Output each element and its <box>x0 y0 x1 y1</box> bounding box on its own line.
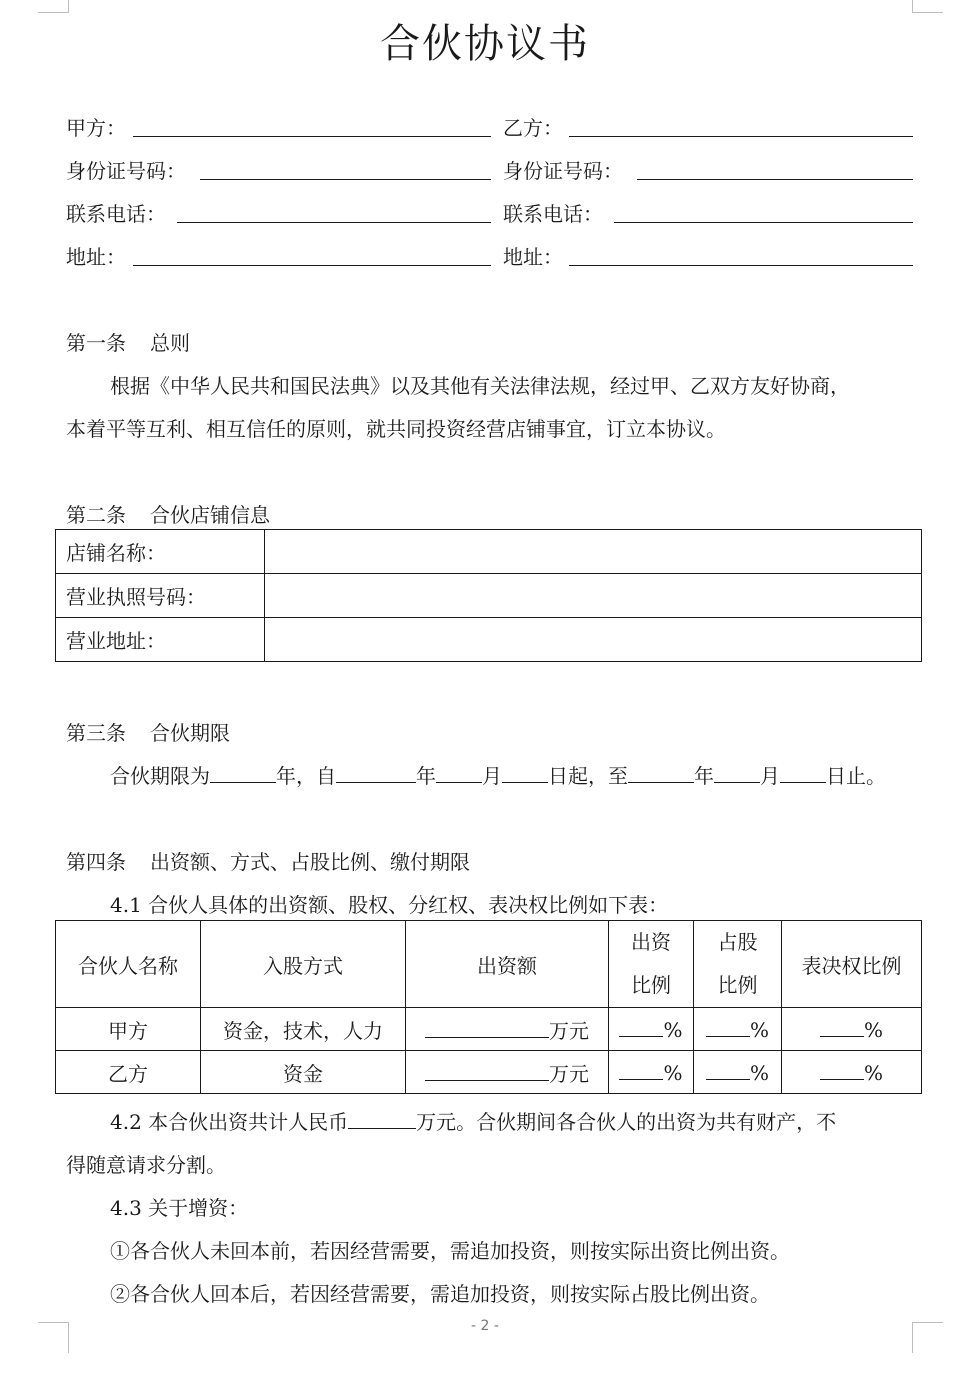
party-a-id-blank[interactable] <box>200 179 491 180</box>
amount-cell <box>406 1051 609 1094</box>
shop-info-table <box>55 529 922 662</box>
license-number-label: 营业执照号码： <box>56 574 265 618</box>
business-address-cell[interactable] <box>265 618 922 662</box>
party-b-phone-blank[interactable] <box>614 222 913 223</box>
header-text: 比例 <box>631 973 671 997</box>
month-unit: 月 <box>482 764 502 788</box>
col-header-partner: 合伙人名称 <box>56 921 201 1008</box>
partner-name: 甲方 <box>56 1008 201 1051</box>
party-b-label: 乙方： <box>503 116 563 140</box>
clause-4-3-item-2: ②各合伙人回本后，若因经营需要，需追加投资，则按实际占股比例出资。 <box>110 1282 770 1306</box>
party-a-id-label: 身份证号码： <box>66 159 186 183</box>
col-header-method: 入股方式 <box>201 921 406 1008</box>
party-a-blank[interactable] <box>133 136 491 137</box>
amount-cell <box>406 1008 609 1051</box>
share-ratio-cell <box>694 1051 782 1094</box>
article-3-number: 第三条 <box>66 721 126 745</box>
percent-sign: % <box>863 1018 883 1042</box>
party-a-phone-label: 联系电话： <box>66 202 166 226</box>
contribution-ratio-cell <box>609 1008 694 1051</box>
year-unit: 年 <box>416 764 436 788</box>
share-ratio-cell <box>694 1008 782 1051</box>
business-address-label: 营业地址： <box>56 618 265 662</box>
table-row <box>56 618 922 662</box>
percent-sign: % <box>749 1018 769 1042</box>
term-sentence <box>66 762 916 790</box>
party-b-id-blank[interactable] <box>637 179 913 180</box>
table-row <box>56 574 922 618</box>
percent-sign: % <box>663 1061 683 1085</box>
clause-4-2-text-2: 万元。合伙期间各合伙人的出资为共有财产，不 <box>416 1110 837 1134</box>
table-row <box>56 1008 922 1051</box>
ratio-blank[interactable] <box>706 1059 750 1080</box>
clause-4-2 <box>66 1108 916 1136</box>
clause-4-2-continued: 得随意请求分割。 <box>66 1153 226 1177</box>
article-4-number: 第四条 <box>66 850 126 874</box>
ratio-blank[interactable] <box>706 1016 750 1037</box>
term-text: 合伙期限为 <box>110 764 210 788</box>
header-text: 占股 <box>717 930 758 954</box>
article-1-name: 总则 <box>150 331 190 355</box>
ratio-blank[interactable] <box>619 1059 663 1080</box>
party-a-address-blank[interactable] <box>133 265 491 266</box>
to-text: 日起，至 <box>548 764 628 788</box>
clause-4-3: 4.3 关于增资： <box>110 1196 249 1220</box>
col-header-contribution-ratio <box>609 921 694 1008</box>
amount-blank[interactable] <box>425 1017 549 1038</box>
partner-name: 乙方 <box>56 1051 201 1094</box>
contribution-method: 资金 <box>201 1051 406 1094</box>
shop-name-cell[interactable] <box>265 530 922 574</box>
contribution-method: 资金，技术，人力 <box>201 1008 406 1051</box>
col-header-amount: 出资额 <box>406 921 609 1008</box>
ratio-blank[interactable] <box>820 1059 864 1080</box>
contribution-ratio-cell <box>609 1051 694 1094</box>
article-2-name: 合伙店铺信息 <box>150 503 270 527</box>
article-1-line-1: 根据《中华人民共和国民法典》以及其他有关法律法规，经过甲、乙双方友好协商， <box>110 374 850 398</box>
end-year-blank[interactable] <box>628 762 694 783</box>
start-year-blank[interactable] <box>336 762 416 783</box>
month-unit: 月 <box>760 764 780 788</box>
year-unit: 年 <box>694 764 714 788</box>
start-month-blank[interactable] <box>436 762 482 783</box>
percent-sign: % <box>663 1018 683 1042</box>
contribution-table <box>55 920 922 1094</box>
end-month-blank[interactable] <box>714 762 760 783</box>
page-number: - 2 - <box>471 1318 499 1334</box>
col-header-share-ratio <box>694 921 782 1008</box>
year-unit: 年 <box>276 764 296 788</box>
voting-ratio-cell <box>782 1008 922 1051</box>
end-day-blank[interactable] <box>780 762 826 783</box>
article-3-heading <box>66 719 230 747</box>
start-day-blank[interactable] <box>502 762 548 783</box>
document-title: 合伙协议书 <box>380 21 590 67</box>
clause-4-2-text: 4.2 本合伙出资共计人民币 <box>110 1110 349 1134</box>
ratio-blank[interactable] <box>820 1016 864 1037</box>
party-b-address-blank[interactable] <box>569 265 913 266</box>
party-a-address-label: 地址： <box>66 245 126 269</box>
unit-text: 万元 <box>549 1061 589 1086</box>
party-b-id-label: 身份证号码： <box>503 159 623 183</box>
ratio-blank[interactable] <box>619 1016 663 1037</box>
term-years-blank[interactable] <box>210 762 276 783</box>
amount-blank[interactable] <box>425 1060 549 1081</box>
percent-sign: % <box>749 1061 769 1085</box>
article-1-number: 第一条 <box>66 331 126 355</box>
table-row <box>56 1051 922 1094</box>
shop-name-label: 店铺名称： <box>56 530 265 574</box>
end-text: 日止。 <box>826 764 886 788</box>
table-row <box>56 530 922 574</box>
party-b-phone-label: 联系电话： <box>503 202 603 226</box>
header-text: 比例 <box>717 973 758 997</box>
voting-ratio-cell <box>782 1051 922 1094</box>
party-b-address-label: 地址： <box>503 245 563 269</box>
article-4-heading <box>66 848 470 876</box>
col-header-voting-ratio: 表决权比例 <box>782 921 922 1008</box>
unit-text: 万元 <box>549 1018 589 1043</box>
from-text: ，自 <box>296 764 336 788</box>
percent-sign: % <box>863 1061 883 1085</box>
article-2-number: 第二条 <box>66 503 126 527</box>
total-amount-blank[interactable] <box>348 1108 416 1129</box>
article-1-line-2: 本着平等互利、相互信任的原则，就共同投资经营店铺事宜，订立本协议。 <box>66 417 726 441</box>
party-a-label: 甲方： <box>66 116 126 140</box>
article-3-name: 合伙期限 <box>150 721 230 745</box>
table-header-row <box>56 921 922 1008</box>
clause-4-1: 4.1 合伙人具体的出资额、股权、分红权、表决权比例如下表： <box>110 893 669 917</box>
header-text: 出资 <box>631 930 671 954</box>
clause-4-3-item-1: ①各合伙人未回本前，若因经营需要，需追加投资，则按实际出资比例出资。 <box>110 1239 790 1263</box>
article-1-heading <box>66 329 190 357</box>
article-2-heading <box>66 501 270 529</box>
article-4-name: 出资额、方式、占股比例、缴付期限 <box>150 850 470 874</box>
party-b-blank[interactable] <box>569 136 913 137</box>
party-a-phone-blank[interactable] <box>177 222 491 223</box>
license-number-cell[interactable] <box>265 574 922 618</box>
